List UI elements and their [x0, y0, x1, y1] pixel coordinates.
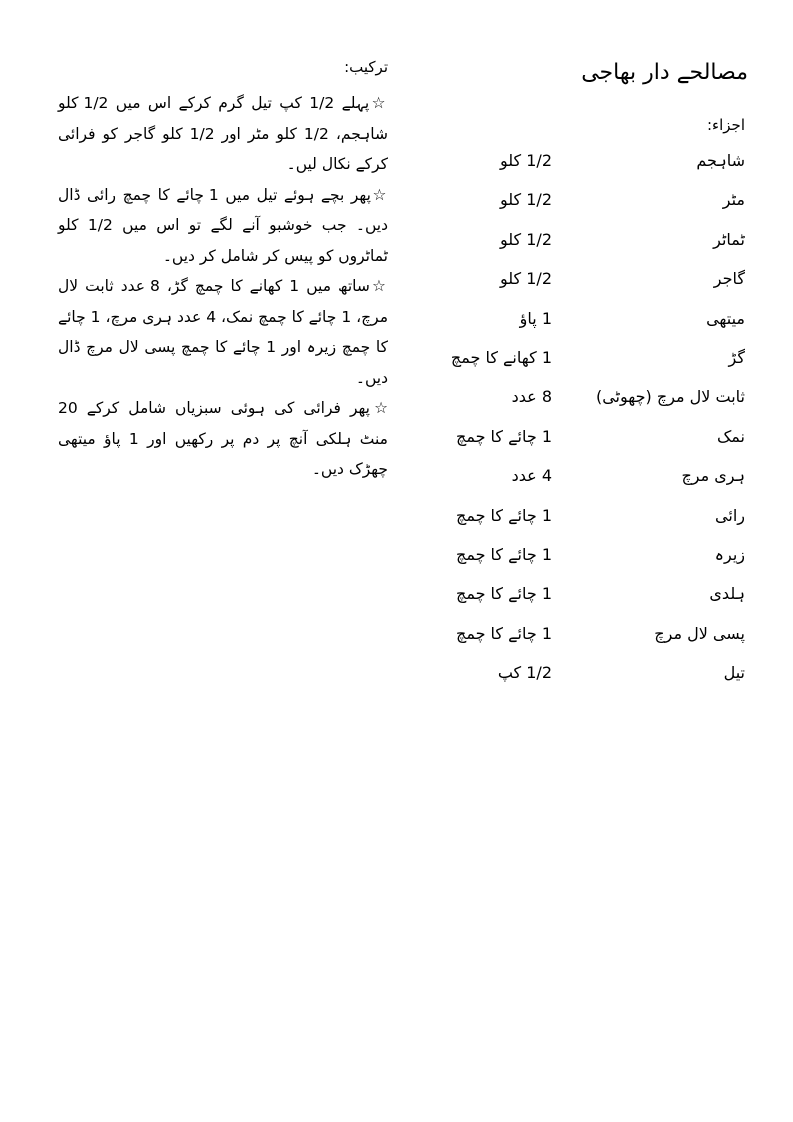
ingredient-quantity: 4 عدد — [511, 466, 552, 486]
method-step: ☆ساتھ میں 1 کھانے کا چمچ گڑ، 8 عدد ثابت لال مرچ، 1 چائے کا چمچ نمک، 4 عدد ہری مرچ، 1 چائے کا چمچ زیرہ اور 1 چائے کا چمچ پسی لال مرچ ڈال دیں۔ — [58, 277, 388, 387]
ingredient-name: تیل — [723, 663, 745, 683]
ingredient-quantity: 1/2 کپ — [497, 663, 552, 683]
ingredients-heading: اجزاء: — [707, 116, 745, 134]
ingredient-row — [0, 540, 793, 570]
method-steps — [58, 88, 388, 485]
ingredient-quantity: 1 کھانے کا چمچ — [450, 348, 552, 367]
ingredient-quantity: 8 عدد — [511, 387, 552, 407]
ingredient-row — [0, 619, 793, 649]
ingredient-row — [0, 501, 793, 531]
ingredient-quantity: 1 چائے کا چمچ — [456, 623, 552, 643]
ingredient-name: گاجر — [713, 269, 745, 289]
ingredient-quantity: 1 چائے کا چمچ — [456, 426, 552, 446]
ingredient-name: زیرہ — [714, 545, 745, 564]
method-heading: ترکیب: — [344, 58, 388, 76]
recipe-title: مصالحے دار بھاجی — [581, 60, 748, 85]
ingredient-name: گڑ — [728, 348, 745, 367]
ingredient-quantity: 1/2 کلو — [499, 269, 552, 289]
ingredient-quantity: 1/2 کلو — [499, 229, 552, 249]
ingredient-quantity: 1 پاؤ — [519, 308, 552, 328]
ingredient-quantity: 1/2 کلو — [499, 190, 552, 210]
method-step: ☆پہلے 1/2 کپ تیل گرم کرکے اس میں 1/2 کلو شاہجم، 1/2 کلو مٹر اور 1/2 کلو گاجر کو فرائی کرکے نکال لیں۔ — [58, 94, 389, 173]
ingredient-name: نمک — [716, 426, 745, 446]
ingredient-name: میتھی — [706, 308, 745, 328]
ingredient-quantity: 1 چائے کا چمچ — [456, 584, 552, 604]
ingredient-name: مٹر — [722, 190, 745, 210]
ingredient-row — [0, 579, 793, 609]
ingredient-name: ٹماٹر — [713, 229, 745, 249]
ingredient-quantity: 1 چائے کا چمچ — [456, 505, 552, 525]
ingredient-name: ہری مرچ — [681, 466, 745, 486]
ingredient-quantity: 1/2 کلو — [499, 151, 552, 170]
method-step: ☆پھر بچے ہوئے تیل میں 1 چائے کا چمچ رائی ڈال دیں۔ جب خوشبو آنے لگے تو اس میں 1/2 کلو ٹماٹروں کو پیس کر شامل کر دیں۔ — [58, 185, 388, 265]
ingredient-name: شاہجم — [696, 151, 745, 170]
method-step: ☆پھر فرائی کی ہوئی سبزیاں شامل کرکے 20 منٹ ہلکی آنچ پر دم پر رکھیں اور 1 پاؤ میتھی چھڑک دیں۔ — [58, 399, 388, 478]
ingredient-name: ہلدی — [709, 584, 745, 604]
ingredient-name: پسی لال مرچ — [654, 623, 745, 643]
ingredient-row — [0, 658, 793, 688]
ingredient-quantity: 1 چائے کا چمچ — [456, 545, 552, 564]
ingredient-name: رائی — [715, 505, 745, 525]
ingredient-name: ثابت لال مرچ (چھوٹی) — [595, 387, 745, 407]
